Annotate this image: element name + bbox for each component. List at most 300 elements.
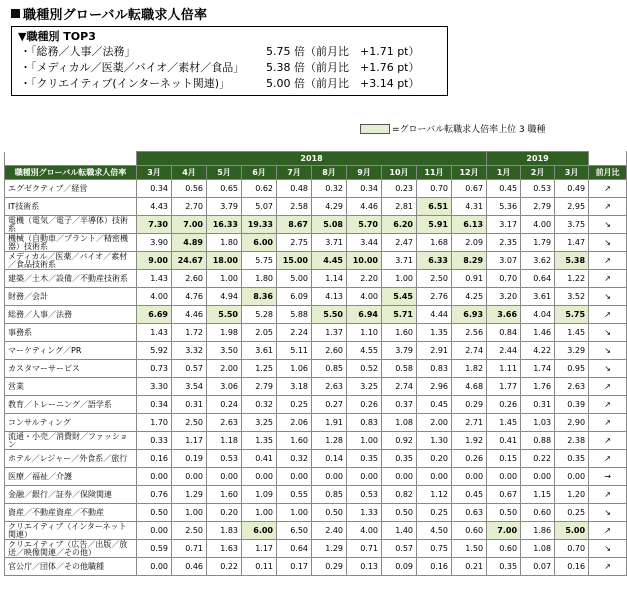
- table-row: [5, 396, 627, 414]
- value-cell: 5.88: [277, 306, 312, 324]
- value-cell: 0.32: [312, 180, 347, 198]
- value-cell: 3.17: [487, 216, 521, 234]
- value-cell: 1.40: [382, 522, 417, 540]
- value-cell: 0.21: [452, 558, 487, 576]
- column-header-month: 12月: [452, 166, 487, 180]
- value-cell: 0.71: [172, 540, 207, 558]
- value-cell: 0.91: [452, 270, 487, 288]
- trend-arrow-icon: ↘: [589, 360, 627, 378]
- value-cell: 0.67: [452, 180, 487, 198]
- value-cell: 3.30: [137, 378, 172, 396]
- legend: [360, 122, 546, 135]
- table-row: [5, 450, 627, 468]
- value-cell: 5.45: [382, 288, 417, 306]
- value-cell: 1.00: [242, 504, 277, 522]
- category-cell: コンサルティング: [5, 414, 137, 432]
- value-cell: 1.00: [277, 504, 312, 522]
- trend-arrow-icon: →: [589, 468, 627, 486]
- value-cell: 1.50: [452, 540, 487, 558]
- value-cell: 1.37: [312, 324, 347, 342]
- table-row: [5, 414, 627, 432]
- value-cell: 6.93: [452, 306, 487, 324]
- value-cell: 8.29: [452, 252, 487, 270]
- value-cell: 2.75: [277, 234, 312, 252]
- value-cell: 0.17: [277, 558, 312, 576]
- page-title-text: 職種別グローバル転職求人倍率: [23, 8, 208, 23]
- value-cell: 4.00: [347, 522, 382, 540]
- value-cell: 1.98: [207, 324, 242, 342]
- value-cell: 2.24: [277, 324, 312, 342]
- value-cell: 0.00: [172, 468, 207, 486]
- category-cell: 官公庁／団体／その他職種: [5, 558, 137, 576]
- value-cell: 3.52: [555, 288, 589, 306]
- value-cell: 1.29: [312, 540, 347, 558]
- value-cell: 3.62: [521, 252, 555, 270]
- value-cell: 4.00: [137, 288, 172, 306]
- column-header-month: 11月: [417, 166, 452, 180]
- value-cell: 0.26: [452, 450, 487, 468]
- value-cell: 3.71: [382, 252, 417, 270]
- value-cell: 1.79: [521, 234, 555, 252]
- value-cell: 0.15: [487, 450, 521, 468]
- value-cell: 1.45: [487, 414, 521, 432]
- value-cell: 4.04: [521, 306, 555, 324]
- value-cell: 3.66: [487, 306, 521, 324]
- value-cell: 0.22: [207, 558, 242, 576]
- value-cell: 0.19: [172, 450, 207, 468]
- value-cell: 0.70: [417, 180, 452, 198]
- value-cell: 7.30: [137, 216, 172, 234]
- value-cell: 4.44: [417, 306, 452, 324]
- value-cell: 1.17: [242, 540, 277, 558]
- column-header-month: 7月: [277, 166, 312, 180]
- value-cell: 6.13: [452, 216, 487, 234]
- trend-arrow-icon: ↗: [589, 486, 627, 504]
- value-cell: 3.50: [207, 342, 242, 360]
- value-cell: 3.79: [382, 342, 417, 360]
- value-cell: 2.56: [452, 324, 487, 342]
- top3-item-label: ・「総務／人事／法務」: [20, 45, 136, 58]
- top3-item: [18, 60, 441, 76]
- value-cell: 0.25: [417, 504, 452, 522]
- value-cell: 6.50: [277, 522, 312, 540]
- value-cell: 2.91: [417, 342, 452, 360]
- value-cell: 9.00: [137, 252, 172, 270]
- value-cell: 0.16: [417, 558, 452, 576]
- value-cell: 0.50: [137, 504, 172, 522]
- category-cell: 機械（自動車／プラント／精密機器）技術系: [5, 234, 137, 252]
- value-cell: 1.30: [417, 432, 452, 450]
- table-body: [5, 180, 627, 576]
- value-cell: 0.92: [382, 432, 417, 450]
- value-cell: 2.47: [382, 234, 417, 252]
- value-cell: 0.00: [487, 468, 521, 486]
- value-cell: 0.11: [242, 558, 277, 576]
- table-row: [5, 342, 627, 360]
- table-row: [5, 540, 627, 558]
- column-header-month: 6月: [242, 166, 277, 180]
- table-row: [5, 270, 627, 288]
- category-cell: 建築／土木／設備／不動産技術系: [5, 270, 137, 288]
- value-cell: 2.35: [487, 234, 521, 252]
- value-cell: 4.45: [312, 252, 347, 270]
- value-cell: 0.25: [555, 504, 589, 522]
- category-cell: 営業: [5, 378, 137, 396]
- value-cell: 6.00: [242, 522, 277, 540]
- value-cell: 0.31: [521, 396, 555, 414]
- value-cell: 3.29: [555, 342, 589, 360]
- value-cell: 1.46: [521, 324, 555, 342]
- value-cell: 1.77: [487, 378, 521, 396]
- value-cell: 1.80: [207, 234, 242, 252]
- table-row: [5, 378, 627, 396]
- value-cell: 1.11: [487, 360, 521, 378]
- value-cell: 3.61: [521, 288, 555, 306]
- value-cell: 0.53: [207, 450, 242, 468]
- value-cell: 5.00: [277, 270, 312, 288]
- value-cell: 4.46: [347, 198, 382, 216]
- value-cell: 2.50: [172, 522, 207, 540]
- category-cell: エグゼクティブ／経営: [5, 180, 137, 198]
- value-cell: 4.25: [452, 288, 487, 306]
- value-cell: 1.17: [172, 432, 207, 450]
- value-cell: 1.15: [521, 486, 555, 504]
- value-cell: 0.00: [555, 468, 589, 486]
- value-cell: 0.35: [555, 450, 589, 468]
- value-cell: 0.88: [521, 432, 555, 450]
- value-cell: 0.59: [137, 540, 172, 558]
- value-cell: 0.31: [172, 396, 207, 414]
- trend-arrow-icon: ↗: [589, 252, 627, 270]
- value-cell: 0.27: [312, 396, 347, 414]
- value-cell: 5.11: [277, 342, 312, 360]
- top3-item: [18, 44, 441, 60]
- value-cell: 2.00: [417, 414, 452, 432]
- value-cell: 1.22: [555, 270, 589, 288]
- category-cell: カスタマーサービス: [5, 360, 137, 378]
- trend-arrow-icon: ↘: [589, 324, 627, 342]
- value-cell: 8.67: [277, 216, 312, 234]
- category-cell: IT技術系: [5, 198, 137, 216]
- value-cell: 0.46: [172, 558, 207, 576]
- trend-arrow-icon: ↘: [589, 342, 627, 360]
- value-cell: 8.36: [242, 288, 277, 306]
- value-cell: 0.26: [487, 396, 521, 414]
- value-cell: 1.18: [207, 432, 242, 450]
- column-header-month: 3月: [137, 166, 172, 180]
- trend-arrow-icon: ↗: [589, 198, 627, 216]
- top3-item-label: ・「クリエイティブ(インターネット関連)」: [20, 77, 230, 90]
- value-cell: 2.74: [452, 342, 487, 360]
- value-cell: 1.43: [137, 270, 172, 288]
- title-square-icon: [11, 9, 20, 18]
- category-cell: メディカル／医薬／バイオ／素材／食品技術系: [5, 252, 137, 270]
- category-cell: ホテル／レジャー／外食系／旅行: [5, 450, 137, 468]
- top3-item-label: ・「メディカル／医薬／バイオ／素材／食品」: [20, 61, 245, 74]
- value-cell: 2.79: [521, 198, 555, 216]
- trend-arrow-icon: ↗: [589, 396, 627, 414]
- value-cell: 1.60: [207, 486, 242, 504]
- trend-arrow-icon: ↗: [589, 522, 627, 540]
- value-cell: 3.20: [487, 288, 521, 306]
- value-cell: 5.28: [242, 306, 277, 324]
- value-cell: 4.31: [452, 198, 487, 216]
- value-cell: 5.50: [312, 306, 347, 324]
- value-cell: 4.50: [417, 522, 452, 540]
- value-cell: 4.55: [347, 342, 382, 360]
- column-header-month: 4月: [172, 166, 207, 180]
- value-cell: 0.57: [382, 540, 417, 558]
- page-title: [11, 4, 207, 23]
- table-row: [5, 180, 627, 198]
- value-cell: 0.85: [312, 486, 347, 504]
- value-cell: 2.63: [555, 378, 589, 396]
- value-cell: 0.67: [487, 486, 521, 504]
- value-cell: 2.20: [347, 270, 382, 288]
- value-cell: 5.08: [312, 216, 347, 234]
- column-header-change: 前月比: [589, 166, 627, 180]
- value-cell: 5.75: [555, 306, 589, 324]
- top3-item-rate: 5.00 倍（前月比 +3.14 pt）: [266, 77, 420, 90]
- trend-arrow-icon: ↘: [589, 216, 627, 234]
- table-row: [5, 252, 627, 270]
- value-cell: 1.86: [521, 522, 555, 540]
- value-cell: 0.63: [452, 504, 487, 522]
- value-cell: 1.14: [312, 270, 347, 288]
- value-cell: 5.07: [242, 198, 277, 216]
- value-cell: 2.90: [555, 414, 589, 432]
- value-cell: 1.68: [417, 234, 452, 252]
- value-cell: 0.71: [347, 540, 382, 558]
- value-cell: 2.71: [452, 414, 487, 432]
- value-cell: 1.33: [347, 504, 382, 522]
- value-cell: 4.13: [312, 288, 347, 306]
- trend-arrow-icon: ↗: [589, 306, 627, 324]
- value-cell: 4.00: [521, 216, 555, 234]
- value-cell: 1.70: [137, 414, 172, 432]
- category-cell: クリエイティブ（広告／出版／放送／映像関連／その他）: [5, 540, 137, 558]
- table-row: [5, 504, 627, 522]
- table-row: [5, 360, 627, 378]
- value-cell: 1.08: [382, 414, 417, 432]
- value-cell: 2.38: [555, 432, 589, 450]
- value-cell: 3.06: [207, 378, 242, 396]
- table-row: [5, 198, 627, 216]
- value-cell: 0.22: [521, 450, 555, 468]
- value-cell: 0.00: [277, 468, 312, 486]
- column-header-month: 2月: [521, 166, 555, 180]
- value-cell: 0.60: [452, 522, 487, 540]
- value-cell: 1.45: [555, 324, 589, 342]
- value-cell: 0.57: [172, 360, 207, 378]
- value-cell: 6.94: [347, 306, 382, 324]
- value-cell: 0.34: [347, 180, 382, 198]
- value-cell: 6.69: [137, 306, 172, 324]
- trend-arrow-icon: ↗: [589, 450, 627, 468]
- value-cell: 2.60: [172, 270, 207, 288]
- value-cell: 1.80: [242, 270, 277, 288]
- value-cell: 0.48: [277, 180, 312, 198]
- top3-heading: ▼職種別 TOP3: [18, 30, 96, 43]
- table-row: [5, 234, 627, 252]
- table-row: [5, 558, 627, 576]
- value-cell: 2.44: [487, 342, 521, 360]
- value-cell: 2.58: [277, 198, 312, 216]
- value-cell: 19.33: [242, 216, 277, 234]
- trend-arrow-icon: ↘: [589, 288, 627, 306]
- value-cell: 1.83: [207, 522, 242, 540]
- value-cell: 2.05: [242, 324, 277, 342]
- value-cell: 0.25: [277, 396, 312, 414]
- value-cell: 0.39: [555, 396, 589, 414]
- value-cell: 6.09: [277, 288, 312, 306]
- value-cell: 0.37: [382, 396, 417, 414]
- value-cell: 0.00: [452, 468, 487, 486]
- column-header-month: 9月: [347, 166, 382, 180]
- value-cell: 0.83: [417, 360, 452, 378]
- value-cell: 1.00: [207, 270, 242, 288]
- trend-arrow-icon: ↘: [589, 504, 627, 522]
- value-cell: 4.89: [172, 234, 207, 252]
- value-cell: 24.67: [172, 252, 207, 270]
- value-cell: 1.47: [555, 234, 589, 252]
- value-cell: 4.43: [137, 198, 172, 216]
- value-cell: 18.00: [207, 252, 242, 270]
- value-cell: 16.33: [207, 216, 242, 234]
- table-row: [5, 468, 627, 486]
- trend-arrow-icon: ↗: [589, 432, 627, 450]
- value-cell: 1.60: [277, 432, 312, 450]
- value-cell: 1.12: [417, 486, 452, 504]
- value-cell: 0.35: [487, 558, 521, 576]
- category-cell: 総務／人事／法務: [5, 306, 137, 324]
- table-row: [5, 216, 627, 234]
- category-cell: 資産／不動産資産／不動産: [5, 504, 137, 522]
- value-cell: 2.81: [382, 198, 417, 216]
- value-cell: 0.52: [347, 360, 382, 378]
- value-cell: 3.44: [347, 234, 382, 252]
- value-cell: 0.23: [382, 180, 417, 198]
- value-cell: 2.50: [172, 414, 207, 432]
- value-cell: 3.25: [347, 378, 382, 396]
- value-cell: 3.75: [555, 216, 589, 234]
- value-cell: 0.00: [242, 468, 277, 486]
- value-cell: 0.45: [487, 180, 521, 198]
- value-cell: 0.64: [521, 270, 555, 288]
- trend-arrow-icon: ↗: [589, 180, 627, 198]
- value-cell: 0.50: [382, 504, 417, 522]
- value-cell: 0.95: [555, 360, 589, 378]
- column-header-month: 5月: [207, 166, 242, 180]
- value-cell: 3.07: [487, 252, 521, 270]
- value-cell: 3.79: [207, 198, 242, 216]
- value-cell: 7.00: [487, 522, 521, 540]
- value-cell: 5.36: [487, 198, 521, 216]
- value-cell: 0.75: [417, 540, 452, 558]
- category-cell: クリエイティブ（インターネット関連）: [5, 522, 137, 540]
- value-cell: 2.79: [242, 378, 277, 396]
- value-cell: 1.43: [137, 324, 172, 342]
- value-cell: 0.45: [452, 486, 487, 504]
- value-cell: 0.73: [137, 360, 172, 378]
- category-cell: 教育／トレーニング／語学系: [5, 396, 137, 414]
- category-cell: 事務系: [5, 324, 137, 342]
- value-cell: 6.20: [382, 216, 417, 234]
- value-cell: 1.03: [521, 414, 555, 432]
- value-cell: 0.82: [382, 486, 417, 504]
- trend-arrow-icon: ↘: [589, 234, 627, 252]
- table-row: [5, 324, 627, 342]
- value-cell: 4.22: [521, 342, 555, 360]
- value-cell: 5.50: [207, 306, 242, 324]
- value-cell: 15.00: [277, 252, 312, 270]
- value-cell: 3.71: [312, 234, 347, 252]
- value-cell: 2.76: [417, 288, 452, 306]
- table-row: [5, 522, 627, 540]
- value-cell: 5.75: [242, 252, 277, 270]
- value-cell: 0.33: [137, 432, 172, 450]
- value-cell: 0.16: [137, 450, 172, 468]
- value-cell: 1.28: [312, 432, 347, 450]
- value-cell: 10.00: [347, 252, 382, 270]
- value-cell: 0.00: [521, 468, 555, 486]
- category-cell: マーケティング／PR: [5, 342, 137, 360]
- value-cell: 0.41: [487, 432, 521, 450]
- table-row: [5, 486, 627, 504]
- column-header-month: 3月: [555, 166, 589, 180]
- year-2018: 2018: [137, 152, 487, 166]
- category-cell: 医療／福祉／介護: [5, 468, 137, 486]
- value-cell: 0.35: [347, 450, 382, 468]
- value-cell: 1.76: [521, 378, 555, 396]
- value-cell: 1.35: [417, 324, 452, 342]
- value-cell: 0.20: [417, 450, 452, 468]
- value-cell: 0.83: [347, 414, 382, 432]
- value-cell: 3.90: [137, 234, 172, 252]
- value-cell: 5.38: [555, 252, 589, 270]
- table-row: [5, 306, 627, 324]
- value-cell: 0.00: [137, 468, 172, 486]
- value-cell: 4.94: [207, 288, 242, 306]
- value-cell: 1.74: [521, 360, 555, 378]
- value-cell: 0.34: [137, 180, 172, 198]
- value-cell: 1.00: [347, 432, 382, 450]
- value-cell: 1.10: [347, 324, 382, 342]
- value-cell: 3.54: [172, 378, 207, 396]
- top3-item-rate: 5.75 倍（前月比 +1.71 pt）: [266, 45, 420, 58]
- value-cell: 1.00: [382, 270, 417, 288]
- top3-item: [18, 76, 441, 92]
- value-cell: 0.58: [382, 360, 417, 378]
- value-cell: 4.76: [172, 288, 207, 306]
- category-cell: 財務／会計: [5, 288, 137, 306]
- column-header-month: 8月: [312, 166, 347, 180]
- value-cell: 0.76: [137, 486, 172, 504]
- value-cell: 0.65: [207, 180, 242, 198]
- value-cell: 5.71: [382, 306, 417, 324]
- value-cell: 6.00: [242, 234, 277, 252]
- value-cell: 1.00: [172, 504, 207, 522]
- value-cell: 1.91: [312, 414, 347, 432]
- value-cell: 1.92: [452, 432, 487, 450]
- value-cell: 0.00: [347, 468, 382, 486]
- category-cell: 電機（電気／電子／半導体）技術系: [5, 216, 137, 234]
- value-cell: 5.00: [555, 522, 589, 540]
- value-cell: 2.63: [312, 378, 347, 396]
- value-cell: 2.06: [277, 414, 312, 432]
- trend-arrow-icon: ↗: [589, 558, 627, 576]
- value-cell: 0.53: [347, 486, 382, 504]
